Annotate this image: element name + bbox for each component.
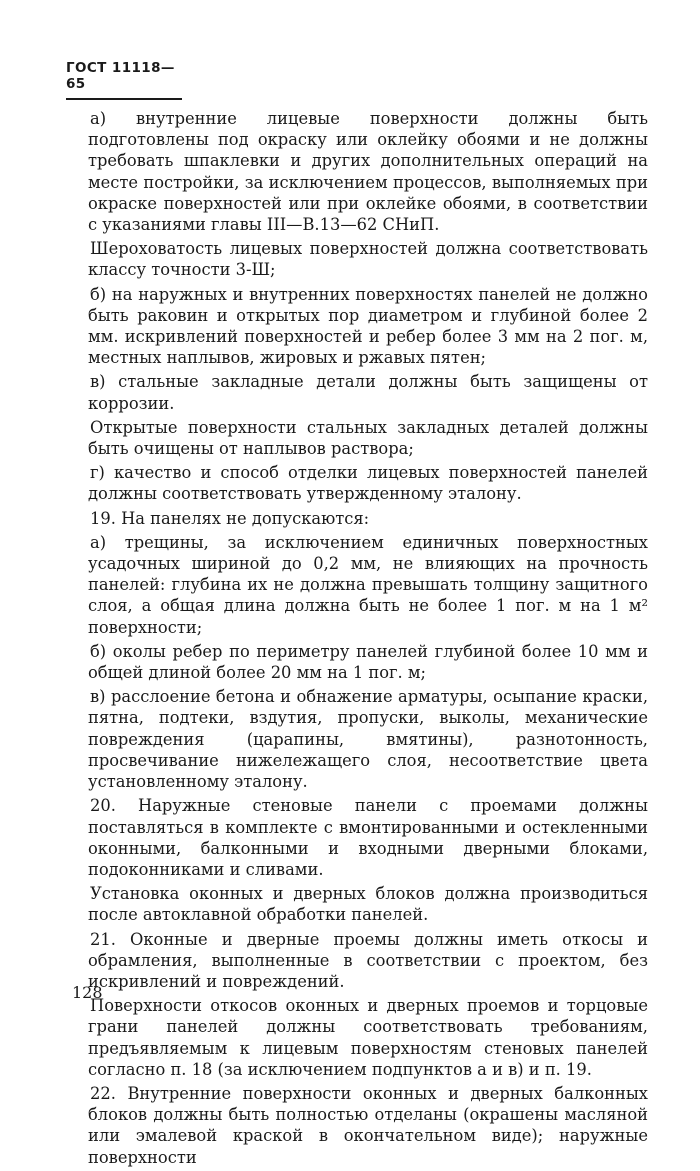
paragraph-19-heading: 19. На панелях не допускаются: bbox=[90, 508, 370, 528]
paragraph-18g: г) качество и способ отделки лицевых поверхностей панелей должны соответствовать утвержденному эталону. bbox=[88, 463, 648, 504]
paragraph-21: 21. Оконные и дверные проемы должны иметь откосы и обрамления, выполненные в соответствии с проектом, без искривлений и повреждений. bbox=[88, 929, 648, 991]
paragraph-reveals: Поверхности откосов оконных и дверных проемов и торцовые грани панелей должны соответствовать требованиям, предъявляемым к лицевым поверхностям стеновых панелей согласно п. 18 (за исключением подпунктов а и в) и п. 19. bbox=[88, 996, 648, 1079]
paragraph-19a: а) трещины, за исключением единичных поверхностных усадочных шириной до 0,2 мм, не влияющих на прочность панелей: глубина их не должна превышать толщину защитного слоя, а общая длина должна быть не более 1 пог. м на 1 м² поверхности; bbox=[88, 532, 648, 637]
paragraph-embedded-parts: Открытые поверхности стальных закладных деталей должны быть очищены от наплывов раствора; bbox=[88, 417, 648, 459]
paragraph-18a: а) внутренние лицевые поверхности должны быть подготовлены под окраску или оклейку обоями и не должны требовать шпаклевки и других дополнительных операций на месте постройки, за исключением процессов, выполняемых при окраске поверхностей или при оклейке обоями, в соответствии с указаниями главы III—В.13—62 СНиП. bbox=[88, 109, 648, 235]
page-number: 128 bbox=[72, 983, 103, 1002]
body-text bbox=[88, 108, 648, 1171]
paragraph-18v: в) стальные закладные детали должны быть защищены от коррозии. bbox=[88, 372, 648, 413]
paragraph-installation: Установка оконных и дверных блоков должна производиться после автоклавной обработки панелей. bbox=[88, 884, 648, 925]
paragraph-20: 20. Наружные стеновые панели с проемами должны поставляться в комплекте с вмонтированными и остекленными оконными, балконными и входными дверными блоками, подоконниками и сливами. bbox=[88, 796, 648, 879]
paragraph-19v: в) расслоение бетона и обнажение арматуры, осыпание краски, пятна, подтеки, вздутия, пропуски, выколы, механические повреждения (царапины, вмятины), разнотонность, просвечивание нижележащего слоя, несоответствие цвета установленному эталону. bbox=[88, 687, 648, 792]
paragraph-roughness: Шероховатость лицевых поверхностей должна соответствовать классу точности 3-Ш; bbox=[88, 239, 648, 280]
paragraph-18b: б) на наружных и внутренних поверхностях панелей не должно быть раковин и открытых пор диаметром и глубиной более 2 мм. искривлений поверхностей и ребер более 3 мм на 2 пог. м, местных наплывов, жировых и ржавых пятен; bbox=[88, 284, 648, 368]
paragraph-22: 22. Внутренние поверхности оконных и дверных балконных блоков должны быть полностью отделаны (окрашены масляной или эмалевой краской в окончательном виде); наружные поверхности bbox=[88, 1083, 648, 1167]
paragraph-19b: б) околы ребер по периметру панелей глубиной более 10 мм и общей длиной более 20 мм на 1 пог. м; bbox=[88, 641, 648, 683]
document-code-header: ГОСТ 11118—65 bbox=[66, 60, 182, 100]
